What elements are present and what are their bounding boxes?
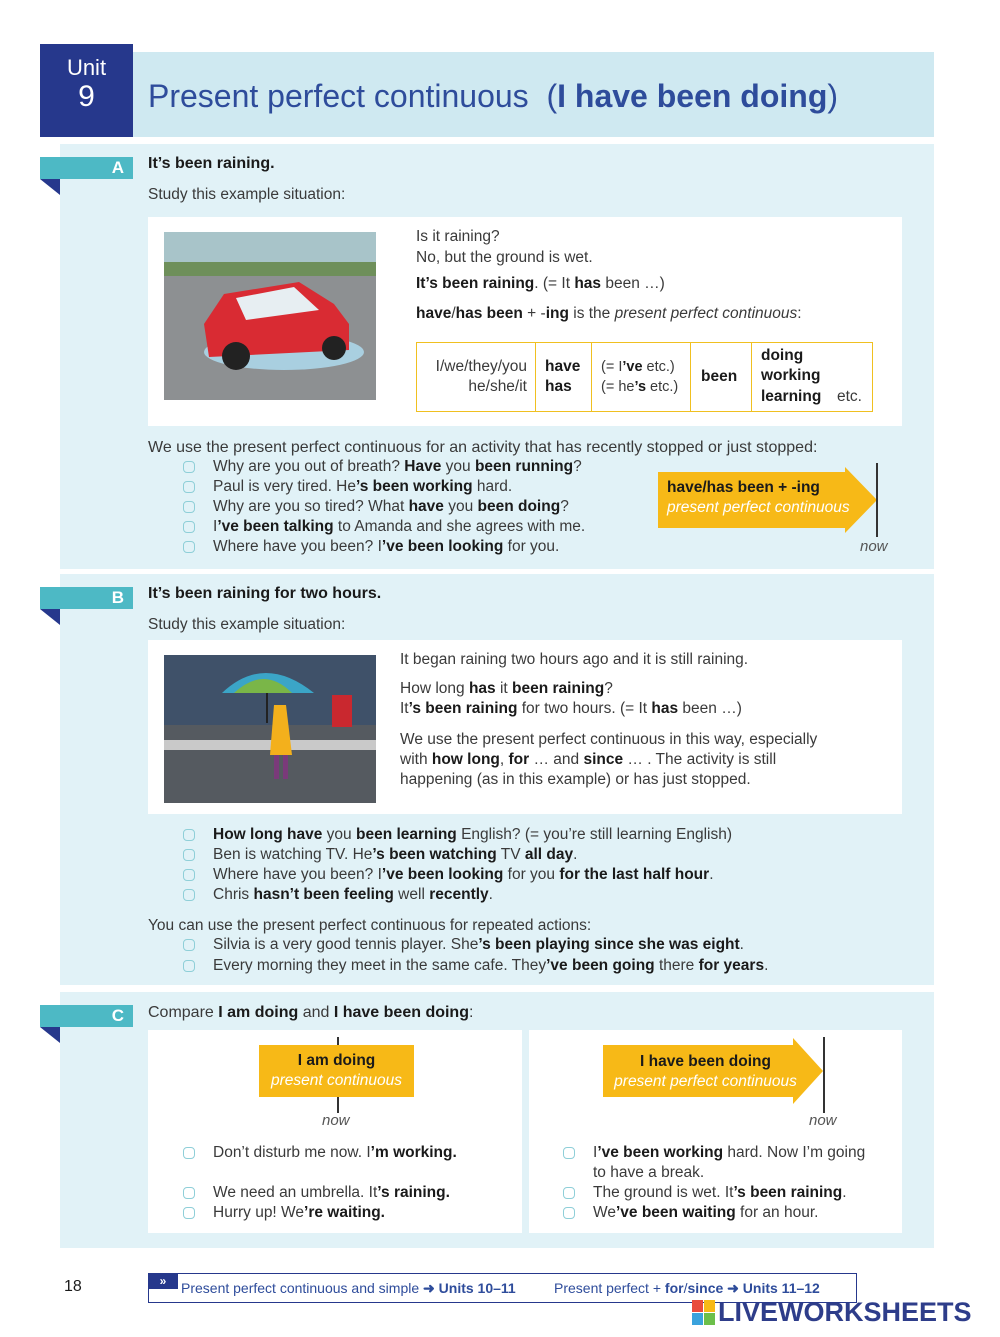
- section-b-tab: B: [40, 587, 133, 609]
- section-b-title: It’s been raining for two hours.: [148, 585, 382, 602]
- girl-with-umbrella-illustration: [164, 655, 376, 803]
- answer-checkbox[interactable]: [563, 1187, 575, 1199]
- aux-have: have: [545, 358, 581, 375]
- answer-checkbox[interactable]: [183, 461, 195, 473]
- page-title: Present perfect continuous (I have been doing): [148, 78, 839, 114]
- example-continuation: to have a break.: [593, 1164, 705, 1181]
- example-sentence: Paul is very tired. He’s been working hard.: [213, 478, 513, 495]
- now-label-right: now: [809, 1112, 837, 1129]
- pronouns-singular: he/she/it: [468, 378, 527, 395]
- left-arrow-form: I am doing: [297, 1052, 376, 1069]
- b-explanation-2: with how long, for … and since … . The activity is still: [400, 751, 777, 768]
- car-wheel-front: [222, 342, 250, 370]
- b-explanation-1: We use the present perfect continuous in this way, especially: [400, 731, 818, 748]
- link-units-10-11[interactable]: Present perfect continuous and simple ➜ Units 10–11: [181, 1280, 516, 1296]
- double-chevron-icon: »: [148, 1273, 178, 1289]
- liveworksheets-logo-text: LIVEWORKSHEETS: [718, 1297, 972, 1327]
- example-sentence: I’ve been talking to Amanda and she agrees with me.: [213, 518, 586, 535]
- short-form-s: (= he’s etc.): [601, 379, 679, 395]
- example-sentence: Why are you out of breath? Have you been running?: [213, 458, 582, 475]
- answer-checkbox[interactable]: [183, 1187, 195, 1199]
- answer-ground-wet: No, but the ground is wet.: [416, 249, 593, 266]
- etc-label: etc.: [837, 388, 862, 405]
- section-a-corner: [40, 179, 60, 195]
- present-continuous-example: Don’t disturb me now. I’m working.: [213, 1144, 457, 1161]
- unit-number: 9: [78, 80, 95, 113]
- example-sentence: Chris hasn’t been feeling well recently.: [213, 886, 493, 903]
- liveworksheets-logo-icon: [692, 1300, 716, 1326]
- link-units-11-12[interactable]: Present perfect + for/since ➜ Units 11–12: [554, 1280, 820, 1296]
- answer-checkbox[interactable]: [183, 889, 195, 901]
- question-is-it-raining: Is it raining?: [416, 228, 500, 245]
- answer-checkbox[interactable]: [183, 541, 195, 553]
- answer-checkbox[interactable]: [183, 869, 195, 881]
- section-a-intro: Study this example situation:: [148, 186, 346, 203]
- page-number: 18: [64, 1278, 82, 1295]
- car-wheel-back: [322, 336, 346, 360]
- answer-checkbox[interactable]: [183, 481, 195, 493]
- now-label-a: now: [860, 538, 888, 555]
- answer-checkbox[interactable]: [563, 1147, 575, 1159]
- section-a-tab: A: [40, 157, 133, 179]
- present-continuous-example: We need an umbrella. It’s raining.: [213, 1184, 450, 1201]
- arrow-a-label: present perfect continuous: [667, 499, 850, 516]
- now-label-left: now: [322, 1112, 350, 1129]
- example-sentence: How long have you been learning English? (= you’re still learning English): [213, 826, 733, 843]
- answer-checkbox[interactable]: [183, 1207, 195, 1219]
- now-line-right: [823, 1037, 825, 1113]
- now-line-a: [876, 463, 878, 537]
- pavement: [164, 725, 376, 803]
- example-sentence: Where have you been? I’ve been looking for you.: [213, 538, 560, 555]
- answer-checkbox[interactable]: [183, 1147, 195, 1159]
- verb-working: working: [761, 367, 821, 384]
- right-arrow-label: present perfect continuous: [614, 1073, 797, 1090]
- postbox: [332, 695, 352, 727]
- example-sentence: Why are you so tired? What have you been doing?: [213, 498, 569, 515]
- answer-checkbox[interactable]: [183, 501, 195, 513]
- example-sentence: Every morning they meet in the same cafe. They’ve been going there for years.: [213, 957, 769, 974]
- present-perfect-continuous-example: We’ve been waiting for an hour.: [593, 1204, 819, 1221]
- present-perfect-continuous-example: I’ve been working hard. Now I’m going: [593, 1144, 866, 1161]
- answer-checkbox[interactable]: [563, 1207, 575, 1219]
- b-question: How long has it been raining?: [400, 680, 613, 697]
- present-perfect-continuous-example: The ground is wet. It’s been raining.: [593, 1184, 847, 1201]
- repeated-actions-line: You can use the present perfect continuous for repeated actions:: [148, 917, 592, 934]
- answer-checkbox[interactable]: [183, 521, 195, 533]
- pronouns-plural: I/we/they/you: [435, 358, 527, 375]
- usage-line: We use the present perfect continuous for an activity that has recently stopped or just stopped:: [148, 439, 818, 456]
- answer-checkbox[interactable]: [183, 960, 195, 972]
- aux-has: has: [545, 378, 572, 395]
- answer-checkbox[interactable]: [183, 829, 195, 841]
- been-cell: been: [701, 368, 738, 385]
- form-rule: have/has been + -ing is the present perfect continuous:: [416, 305, 802, 322]
- b-answer: It’s been raining for two hours. (= It has been …): [400, 700, 742, 717]
- b-para-1: It began raining two hours ago and it is still raining.: [400, 651, 749, 668]
- example-sentence: Where have you been? I’ve been looking for you for the last half hour.: [213, 866, 714, 883]
- verb-learning: learning: [761, 388, 822, 405]
- car-in-rain-illustration: [164, 232, 376, 400]
- example-sentence: Ben is watching TV. He’s been watching TV all day.: [213, 846, 578, 863]
- section-b-corner: [40, 609, 60, 625]
- present-continuous-example: Hurry up! We’re waiting.: [213, 1204, 385, 1221]
- conjugation-table: [416, 342, 873, 412]
- answer-checkbox[interactable]: [183, 849, 195, 861]
- right-arrow-form: I have been doing: [640, 1053, 771, 1070]
- unit-badge: [40, 44, 133, 137]
- example-sentence: Silvia is a very good tennis player. She’s been playing since she was eight.: [213, 936, 744, 953]
- arrow-a-form: have/has been + -ing: [667, 479, 820, 496]
- b-explanation-3: happening (as in this example) or has just stopped.: [400, 771, 751, 788]
- section-a-title: It’s been raining.: [148, 155, 275, 172]
- kerb: [164, 740, 376, 750]
- verb-doing: doing: [761, 347, 804, 364]
- unit-label: Unit: [66, 55, 107, 80]
- hedge: [164, 262, 376, 276]
- section-b-intro: Study this example situation:: [148, 616, 346, 633]
- section-c-tab: C: [40, 1005, 133, 1027]
- section-c-corner: [40, 1027, 60, 1043]
- left-arrow-label: present continuous: [271, 1072, 402, 1089]
- compare-line: Compare I am doing and I have been doing:: [148, 1004, 474, 1021]
- short-form-ve: (= I’ve etc.): [601, 359, 675, 375]
- answer-checkbox[interactable]: [183, 939, 195, 951]
- example-its-been-raining: It’s been raining. (= It has been …): [416, 275, 665, 292]
